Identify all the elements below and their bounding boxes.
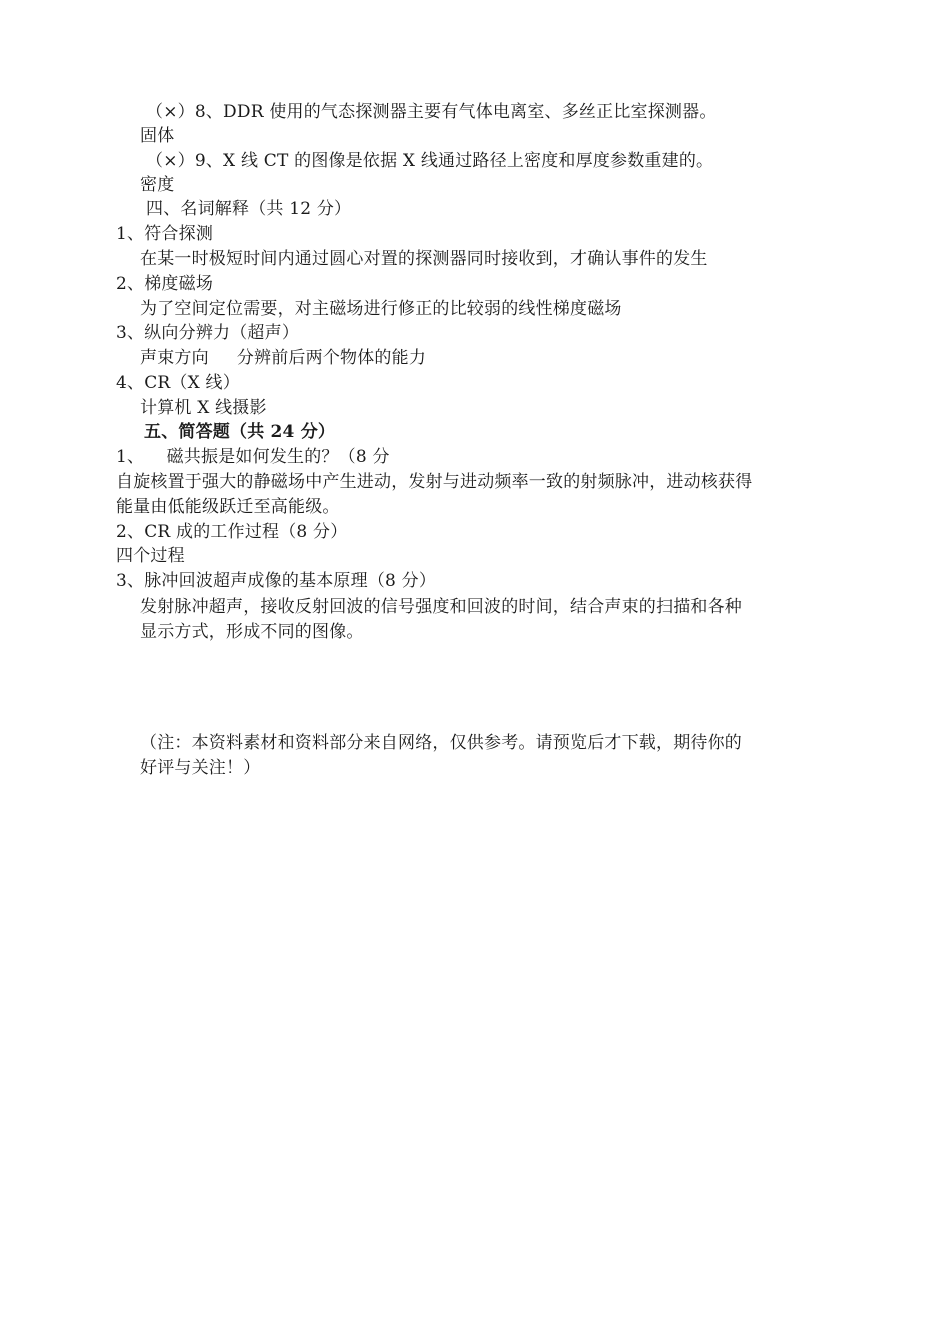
term-1: 1、符合探测 — [116, 224, 214, 244]
question-1: 1、 磁共振是如何发生的？（8 分 — [116, 447, 390, 467]
answer-2: 四个过程 — [116, 546, 185, 566]
term-3: 3、纵向分辨力（超声） — [116, 323, 300, 343]
judgment-q8-correction: 固体 — [140, 126, 175, 146]
term-4: 4、CR（X 线） — [116, 373, 240, 393]
section5-heading: 五、简答题（共 24 分） — [144, 422, 336, 442]
question-2: 2、CR 成的工作过程（8 分） — [116, 522, 348, 542]
note-line-1: （注：本资料素材和资料部分来自网络，仅供参考。请预览后才下载，期待你的 — [140, 733, 742, 753]
answer-3-line-2: 显示方式，形成不同的图像。 — [140, 622, 364, 642]
judgment-q9-correction: 密度 — [140, 175, 175, 195]
definition-1: 在某一时极短时间内通过圆心对置的探测器同时接收到，才确认事件的发生 — [140, 249, 708, 269]
answer-1-line-1: 自旋核置于强大的静磁场中产生进动，发射与进动频率一致的射频脉冲，进动核获得 — [116, 472, 753, 492]
definition-3: 声束方向 分辨前后两个物体的能力 — [140, 348, 427, 368]
section4-heading: 四、名词解释（共 12 分） — [146, 199, 352, 219]
judgment-q9: （×）9、X 线 CT 的图像是依据 X 线通过路径上密度和厚度参数重建的。 — [146, 151, 714, 171]
answer-1-line-2: 能量由低能级跃迁至高能级。 — [116, 497, 340, 517]
term-2: 2、梯度磁场 — [116, 274, 214, 294]
definition-4: 计算机 X 线摄影 — [140, 398, 267, 418]
judgment-q8: （×）8、DDR 使用的气态探测器主要有气体电离室、多丝正比室探测器。 — [146, 102, 717, 122]
question-3: 3、脉冲回波超声成像的基本原理（8 分） — [116, 571, 437, 591]
definition-2: 为了空间定位需要，对主磁场进行修正的比较弱的线性梯度磁场 — [140, 299, 622, 319]
answer-3-line-1: 发射脉冲超声，接收反射回波的信号强度和回波的时间，结合声束的扫描和各种 — [140, 597, 742, 617]
note-line-2: 好评与关注！） — [140, 758, 261, 778]
